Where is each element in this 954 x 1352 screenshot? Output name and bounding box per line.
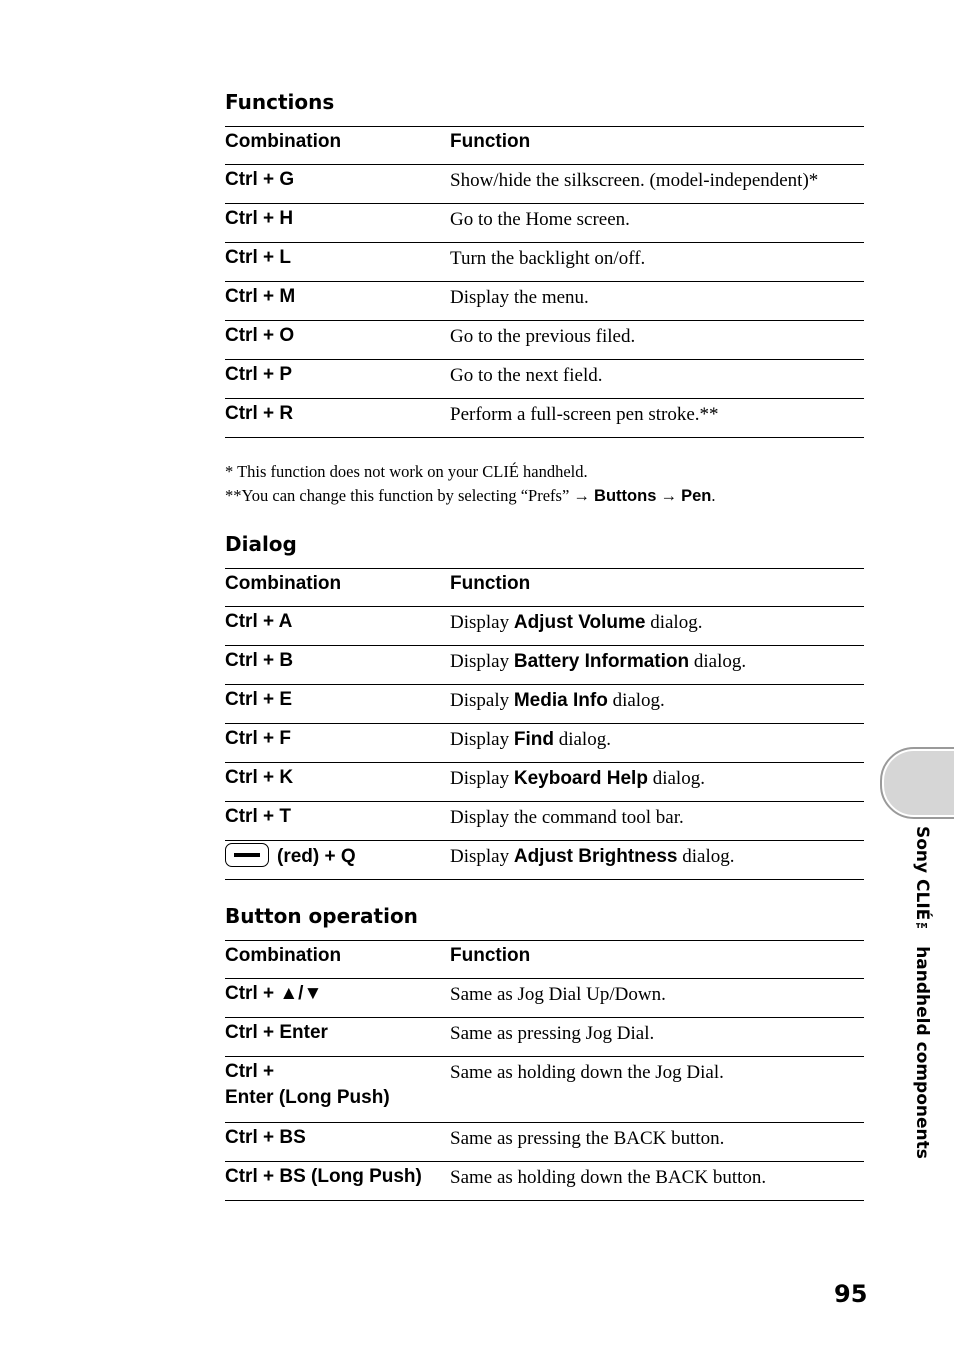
function-cell	[450, 841, 864, 880]
footnote-2-text: **You can change this function by selecting “Prefs”	[225, 486, 574, 505]
combo-line-1: Ctrl +	[225, 1061, 275, 1082]
table-header-row	[225, 127, 864, 165]
footnote-2	[225, 484, 864, 508]
combo-cell: Ctrl + BS	[225, 1123, 450, 1162]
function-text: dialog.	[607, 690, 665, 711]
column-header-combination: Combination	[225, 569, 450, 607]
combo-cell: Ctrl + E	[225, 685, 450, 724]
footnote-1: * This function does not work on your CLIÉ handheld.	[225, 462, 588, 481]
table-row	[225, 607, 864, 646]
function-text: Display	[450, 651, 514, 672]
function-cell: Same as holding down the Jog Dial.	[450, 1057, 864, 1123]
combo-cell: Ctrl + Enter	[225, 1018, 450, 1057]
table-row	[225, 282, 864, 321]
button-operation-table	[225, 940, 864, 1201]
function-cell	[450, 724, 864, 763]
combo-cell: Ctrl + M	[225, 282, 450, 321]
function-cell	[450, 607, 864, 646]
combo-cell: Ctrl + P	[225, 360, 450, 399]
function-cell	[450, 685, 864, 724]
function-cell: Same as pressing the BACK button.	[450, 1123, 864, 1162]
dialog-name: Keyboard Help	[513, 768, 648, 789]
table-row	[225, 1057, 864, 1123]
function-cell: Turn the backlight on/off.	[450, 243, 864, 282]
table-header-row	[225, 569, 864, 607]
combo-cell: Ctrl + H	[225, 204, 450, 243]
table-row	[225, 321, 864, 360]
function-cell	[450, 802, 864, 841]
function-text: Display the command tool bar.	[450, 807, 684, 828]
combo-cell: Ctrl + B	[225, 646, 450, 685]
function-cell: Go to the previous filed.	[450, 321, 864, 360]
page-number: 95	[834, 1280, 868, 1308]
function-cell: Same as Jog Dial Up/Down.	[450, 979, 864, 1018]
combo-cell: Ctrl + T	[225, 802, 450, 841]
column-header-combination: Combination	[225, 941, 450, 979]
column-header-combination: Combination	[225, 127, 450, 165]
table-row	[225, 1162, 864, 1201]
dialog-table	[225, 568, 864, 880]
section-title-button-operation: Button operation	[225, 904, 418, 928]
function-text: Display	[450, 768, 514, 789]
dialog-name: Adjust Volume	[513, 612, 646, 633]
chapter-side-label: Sony CLIÉ™ handheld components	[912, 826, 932, 1159]
combo-cell: Ctrl + ▲/▼	[225, 979, 450, 1018]
dialog-section	[225, 530, 864, 880]
section-title-functions: Functions	[225, 90, 335, 114]
column-header-function: Function	[450, 127, 864, 165]
chapter-tab	[882, 749, 954, 817]
combo-cell: Ctrl + K	[225, 763, 450, 802]
column-header-function: Function	[450, 941, 864, 979]
footnote-2-period: .	[711, 486, 716, 505]
table-row	[225, 724, 864, 763]
column-header-function: Function	[450, 569, 864, 607]
functions-table	[225, 126, 864, 438]
function-cell: Go to the Home screen.	[450, 204, 864, 243]
function-text: dialog.	[677, 846, 735, 867]
combo-cell: Ctrl + G	[225, 165, 450, 204]
combo-cell	[225, 841, 450, 880]
function-cell: Show/hide the silkscreen. (model-independent)*	[450, 165, 864, 204]
combo-text: (red) + Q	[277, 846, 356, 868]
combo-cell: Ctrl + L	[225, 243, 450, 282]
function-text: dialog.	[645, 612, 703, 633]
arrow-icon: →	[660, 486, 677, 505]
dialog-name: Find	[513, 729, 554, 750]
combo-cell: Ctrl + F	[225, 724, 450, 763]
function-cell: Same as pressing Jog Dial.	[450, 1018, 864, 1057]
table-row	[225, 399, 864, 438]
arrow-icon: →	[573, 486, 590, 505]
combo-line-2: Enter (Long Push)	[225, 1087, 390, 1108]
section-title-dialog: Dialog	[225, 532, 297, 556]
dialog-name: Battery Information	[513, 651, 690, 672]
table-row	[225, 685, 864, 724]
function-cell: Perform a full-screen pen stroke.**	[450, 399, 864, 438]
page-content	[225, 88, 864, 1201]
table-row	[225, 979, 864, 1018]
function-text: Display	[450, 846, 514, 867]
combo-cell	[225, 1057, 450, 1123]
function-text: dialog.	[553, 729, 611, 750]
table-row	[225, 841, 864, 880]
function-text: dialog.	[689, 651, 747, 672]
combo-cell: Ctrl + BS (Long Push)	[225, 1162, 450, 1201]
table-row	[225, 165, 864, 204]
footnotes	[225, 460, 864, 508]
table-header-row	[225, 941, 864, 979]
function-text: dialog.	[647, 768, 705, 789]
function-cell	[450, 646, 864, 685]
function-text: Display	[450, 612, 514, 633]
function-text: Display	[450, 729, 514, 750]
dialog-name: Adjust Brightness	[513, 846, 678, 867]
function-cell	[450, 763, 864, 802]
dialog-name: Media Info	[513, 690, 608, 711]
combo-cell: Ctrl + A	[225, 607, 450, 646]
table-row	[225, 763, 864, 802]
table-row	[225, 204, 864, 243]
table-row	[225, 360, 864, 399]
table-row	[225, 1018, 864, 1057]
footnote-2-buttons: Buttons	[594, 487, 657, 505]
function-text: Dispaly	[450, 690, 514, 711]
function-cell: Same as holding down the BACK button.	[450, 1162, 864, 1201]
table-row	[225, 1123, 864, 1162]
table-row	[225, 802, 864, 841]
button-operation-section	[225, 902, 864, 1201]
menu-button-icon	[225, 843, 269, 867]
function-cell: Display the menu.	[450, 282, 864, 321]
table-row	[225, 646, 864, 685]
combo-cell: Ctrl + R	[225, 399, 450, 438]
table-row	[225, 243, 864, 282]
combo-cell: Ctrl + O	[225, 321, 450, 360]
footnote-2-pen: Pen	[681, 487, 712, 505]
function-cell: Go to the next field.	[450, 360, 864, 399]
